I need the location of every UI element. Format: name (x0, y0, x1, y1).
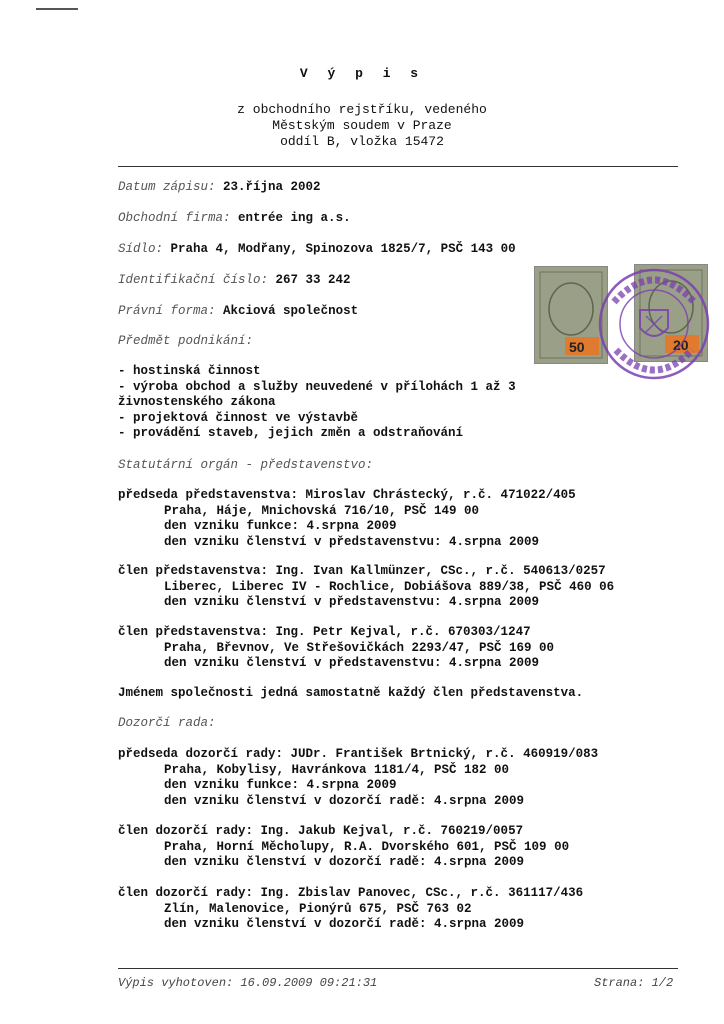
corner-mark (36, 8, 78, 10)
document-title: V ý p i s (299, 66, 425, 81)
subtitle-line-2: Městským soudem v Praze (272, 118, 452, 133)
member-head: člen představenstva: Ing. Ivan Kallmünzer, CSc., r.č. 540613/0257 (118, 564, 606, 578)
member-head: člen dozorčí rady: Ing. Jakub Kejval, r.č. 760219/0057 (118, 824, 524, 838)
field-label: Sídlo: (118, 242, 164, 256)
member-entry (118, 886, 583, 933)
member-entry (118, 564, 614, 611)
field-value: Praha 4, Modřany, Spinozova 1825/7, PSČ 143 00 (170, 242, 516, 256)
statutarni-heading: Statutární orgán - představenstvo: (118, 458, 374, 472)
court-seal-icon (594, 262, 714, 386)
field-ico (118, 273, 351, 287)
member-line: den vzniku členství v představenstvu: 4.srpna 2009 (164, 656, 540, 670)
field-datum-zapisu (118, 180, 321, 194)
footer-generated: Výpis vyhotoven: 16.09.2009 09:21:31 (118, 976, 378, 990)
field-value: Akciová společnost (223, 304, 359, 318)
member-line: den vzniku členství v dozorčí radě: 4.srpna 2009 (164, 855, 525, 869)
list-item: - výroba obchod a služby neuvedené v přílohách 1 až 3 (118, 379, 516, 394)
member-line: Praha, Kobylisy, Havránkova 1181/4, PSČ 182 00 (164, 762, 510, 777)
field-label: Identifikační číslo: (118, 273, 269, 287)
member-line: Praha, Horní Měcholupy, R.A. Dvorského 601, PSČ 109 00 (164, 839, 570, 854)
field-label: Datum zápisu: (118, 180, 216, 194)
member-line: den vzniku členství v představenstvu: 4.srpna 2009 (164, 595, 540, 609)
field-value: 23.října 2002 (223, 180, 321, 194)
member-line: den vzniku členství v dozorčí radě: 4.srpna 2009 (164, 917, 525, 931)
stamp-1-value: 50 (569, 339, 585, 355)
member-head: předseda dozorčí rady: JUDr. František Brtnický, r.č. 460919/083 (118, 747, 599, 761)
header-divider (118, 166, 678, 167)
member-line: Praha, Břevnov, Ve Střešovičkách 2293/47, PSČ 169 00 (164, 640, 555, 655)
dozorci-heading: Dozorčí rada: (118, 716, 216, 730)
member-line: den vzniku členství v dozorčí radě: 4.srpna 2009 (164, 793, 525, 808)
member-line: den vzniku členství v představenstvu: 4.srpna 2009 (164, 534, 540, 549)
member-line: den vzniku funkce: 4.srpna 2009 (164, 519, 397, 533)
member-entry (118, 824, 569, 871)
field-sidlo (118, 242, 516, 256)
list-item: živnostenského zákona (118, 395, 276, 409)
predmet-list (118, 364, 516, 442)
member-head: člen dozorčí rady: Ing. Zbislav Panovec, CSc., r.č. 361117/436 (118, 886, 584, 900)
list-item: - projektová činnost ve výstavbě (118, 410, 359, 425)
member-line: Zlín, Malenovice, Pionýrů 675, PSČ 763 02 (164, 901, 472, 916)
member-line: Praha, Háje, Mnichovská 716/10, PSČ 149 00 (164, 503, 480, 518)
stamps-area (534, 262, 714, 388)
footer-divider (118, 968, 678, 969)
member-entry (118, 747, 598, 809)
predmet-heading: Předmět podnikání: (118, 334, 254, 348)
list-item: - provádění staveb, jejich změn a odstraňování (118, 426, 464, 440)
member-head: předseda představenstva: Miroslav Chrástecký, r.č. 471022/405 (118, 488, 576, 502)
field-pravni-forma (118, 304, 358, 318)
subtitle-line-3: oddíl B, vložka 15472 (280, 134, 444, 149)
field-label: Právní forma: (118, 304, 216, 318)
stamp-2-value: 20 (673, 337, 689, 353)
field-value: 267 33 242 (275, 273, 351, 287)
field-obchodni-firma (118, 211, 351, 225)
footer-page: Strana: 1/2 (594, 976, 674, 990)
subtitle-line-1: z obchodního rejstříku, vedeného (237, 102, 487, 117)
list-item: - hostinská činnost (118, 364, 261, 378)
field-label: Obchodní firma: (118, 211, 231, 225)
member-line: Liberec, Liberec IV - Rochlice, Dobiášova 889/38, PSČ 460 06 (164, 579, 615, 594)
member-entry (118, 488, 576, 550)
member-line: den vzniku funkce: 4.srpna 2009 (164, 778, 397, 792)
member-head: člen představenstva: Ing. Petr Kejval, r.č. 670303/1247 (118, 625, 531, 639)
document-subtitle (0, 102, 724, 150)
field-value: entrée ing a.s. (238, 211, 351, 225)
jednani-statement: Jménem společnosti jedná samostatně každý člen představenstva. (118, 686, 584, 700)
member-entry (118, 625, 554, 672)
